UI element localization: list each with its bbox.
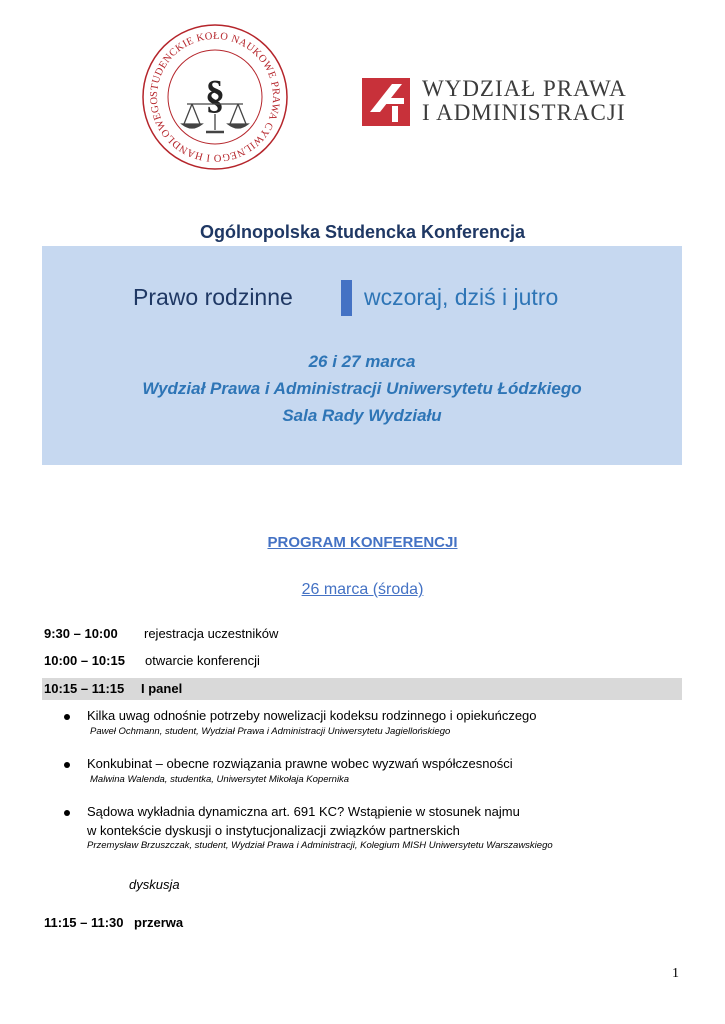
faculty-logo (362, 76, 647, 128)
svg-text:STUDENCKIE KOŁO NAUKOWE PRAWA: STUDENCKIE KOŁO NAUKOWE PRAWA CYWILNEGO I HANDLOWEGO (148, 30, 282, 164)
day-heading: 26 marca (środa) (301, 581, 424, 598)
paragraph-icon: § (205, 72, 225, 117)
schedule-row-panel (42, 678, 682, 700)
conference-type: Ogólnopolska Studencka Konferencja (199, 222, 526, 242)
schedule-time: 10:15 – 11:15 (44, 681, 125, 696)
page-number: 1 (672, 966, 679, 981)
discussion-label: dyskusja (129, 877, 180, 892)
conference-room: Sala Rady Wydziału (282, 406, 442, 425)
title-right: wczoraj, dziś i jutro (364, 284, 559, 310)
schedule-label: rejestracja uczestników (144, 626, 279, 641)
program-heading: PROGRAM KONFERENCJI (267, 534, 458, 551)
schedule-label: otwarcie konferencji (145, 653, 260, 668)
title-divider-bar (341, 280, 352, 316)
talk-title: Sądowa wykładnia dynamiczna art. 691 KC? Wstąpienie w stosunek najmu (87, 804, 520, 819)
talk-author: Przemysław Brzuszczak, student, Wydział Prawa i Administracji, Kolegium MISH Uniwersytetu Warszawskiego (87, 840, 553, 851)
faculty-name-line2: I ADMINISTRACJI (422, 100, 626, 125)
bullet-icon (64, 810, 70, 816)
student-club-seal-logo (140, 22, 290, 172)
conference-title (42, 284, 682, 318)
title-left: Prawo rodzinne (133, 284, 293, 310)
schedule-row (42, 912, 682, 934)
talk-title: Kilka uwag odnośnie potrzeby nowelizacji kodeksu rodzinnego i opiekuńczego (87, 708, 537, 723)
schedule-row (42, 623, 682, 645)
bullet-icon (64, 762, 70, 768)
schedule-time: 11:15 – 11:30 (44, 915, 124, 930)
schedule-time: 9:30 – 10:00 (44, 626, 118, 641)
title-banner (42, 246, 682, 465)
conference-dates: 26 i 27 marca (308, 352, 416, 371)
conference-venue: Wydział Prawa i Administracji Uniwersytetu Łódzkiego (142, 379, 582, 398)
talk-title-continued: w kontekście dyskusji o instytucjonalizacji związków partnerskich (87, 823, 460, 838)
talk-title: Konkubinat – obecne rozwiązania prawne wobec wyzwań współczesności (87, 756, 513, 771)
talk-author: Malwina Walenda, studentka, Uniwersytet Mikołaja Kopernika (90, 774, 350, 785)
schedule-label: I panel (141, 681, 183, 696)
talk-author: Paweł Ochmann, student, Wydział Prawa i Administracji Uniwersytetu Jagiellońskiego (90, 726, 451, 737)
schedule-label: przerwa (134, 915, 184, 930)
schedule-row (42, 650, 682, 672)
faculty-name-line1: WYDZIAŁ PRAWA (422, 76, 627, 101)
faculty-mark-icon (362, 78, 410, 126)
bullet-icon (64, 714, 70, 720)
schedule-time: 10:00 – 10:15 (44, 653, 125, 668)
